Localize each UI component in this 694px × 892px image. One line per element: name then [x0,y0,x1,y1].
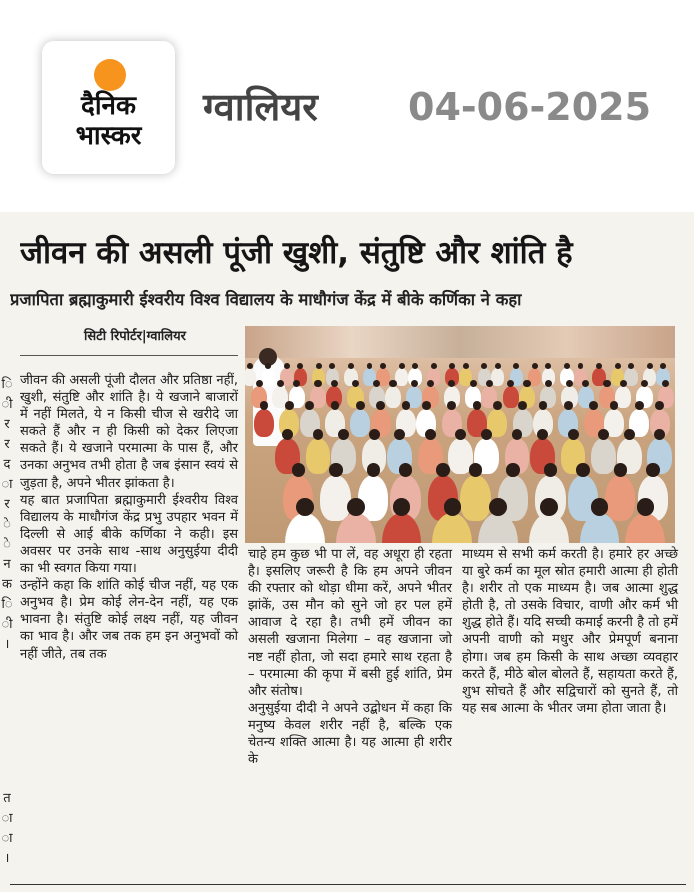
dainik-bhaskar-logo [42,41,175,174]
photo-attendee-head [376,401,385,410]
photo-attendee [395,368,408,386]
photo-attendee-head [282,429,293,440]
photo-attendee-head [598,429,609,440]
photo-attendee [245,368,256,386]
edge-fragment: ी [1,397,13,412]
photo-attendee-head [532,363,538,369]
edge-fragment: क [2,577,12,592]
photo-attendee [320,475,350,521]
edge-fragment: द [3,457,11,472]
photo-attendee-head [402,401,411,410]
photo-attendee-head [444,498,462,516]
edge-fragment: र [4,497,10,512]
photo-attendee-head [347,498,365,516]
photo-attendee-head [537,429,548,440]
page-header [0,0,694,210]
photo-attendee-head [568,429,579,440]
photo-attendee [306,438,331,474]
photo-attendee-head [380,363,386,369]
photo-attendee-head [292,463,305,476]
photo-attendee-head [637,498,655,516]
photo-attendee-head [277,380,284,387]
photo-attendee-head [539,401,548,410]
photo-attendee-head [247,363,253,369]
edge-fragment: े [3,537,11,552]
edge-fragment: ा [1,477,13,492]
photo-attendee-head [447,401,456,410]
photo-attendee [605,475,635,521]
edge-fragment: ा [1,811,13,826]
photo-attendee [262,368,275,386]
photo-attendee [254,409,274,437]
sun-icon [94,59,126,91]
photo-attendee-head [431,363,437,369]
photo-stage-backdrop [245,326,675,358]
photo-attendee-head [369,429,380,440]
photo-attendee-head [463,363,469,369]
article-paragraph: यह बात प्रजापिता ब्रह्माकुमारी ईश्वरीय विश्व विद्यालय के माधौगंज केंद्र प्रभु उपहार भवन में दिल्ली से आई बीके कर्णिका ने कही। इस अवसर पर उनके साथ -साथ अनुसुईया दीदी का भी स्वगत किया गया। [20,492,238,577]
photo-attendee-head [314,380,321,387]
event-audience-photo [245,326,675,543]
photo-attendee-head [564,363,570,369]
article-paragraph: जीवन की असली पूंजी दौलत और प्रतिष्ठा नहीं, खुशी, संतुष्टि और शांति है। ये खजाने बाजारों में नहीं मिलते, ये न किसी चीज से खरीदे जा सकते हैं और न ही किसी को देकर लिएजा सकते हैं। ये खजाने परमात्मा के पास हैं, और उनका अनुभव तभी होता है जब इंसान स्वयं से जुड़ता है, अपने भीतर झांकता है। [20,373,238,491]
article-column-2 [248,546,452,768]
photo-attendee-head [596,363,602,369]
photo-attendee-head [393,498,411,516]
photo-attendee-head [481,429,492,440]
photo-attendee-head [296,498,314,516]
photo-attendee-head [506,463,519,476]
bottom-divider [10,884,686,885]
article-paragraph: चाहे हम कुछ भी पा लें, वह अधूरा ही रहता है। इसलिए जरूरी है कि हम अपने जीवन की रफ्तार को थोड़ा धीमा करें, अपने भीतर झांकें, उस मौन को सुने जो हर पल हमें आवाज दे रहा है। तभी हमें जीवन का असली खजाना मिलेगा – वह खजाना जो नष्ट नहीं होता, जो सदा हमारे साथ रहता है – परमात्मा की कृपा में बसी हुई शांति, प्रेम और संतोष। [248,547,452,699]
photo-attendee-head [412,363,418,369]
edge-fragment: र [4,417,10,432]
photo-attendee-head [394,429,405,440]
article-subheadline: प्रजापिता ब्रह्माकुमारी ईश्वरीय विश्व विद्यालय के माधौगंज केंद्र में बीके कर्णिका ने कहा [10,290,522,309]
photo-attendee-head [331,380,338,387]
photo-attendee [503,386,519,408]
photo-attendee-head [285,401,294,410]
photo-attendee-head [512,429,523,440]
edge-fragment: र [4,437,10,452]
photo-attendee-head [329,463,342,476]
logo-text-line2: भास्कर [75,121,142,151]
photo-attendee-head [620,380,627,387]
photo-attendee-head [635,401,644,410]
photo-attendee-head [352,380,359,387]
edge-fragment: ि [1,377,13,392]
edge-fragment: । [4,637,10,652]
edge-fragment: ि [1,597,13,612]
edge-fragment: त [3,791,11,806]
article-paragraph: उन्होंने कहा कि शांति कोई चीज नहीं, यह एक अनुभव है। प्रेम कोई लेन-देन नहीं, यह एक भावना है। संतुष्टि कोई लक्ष्य नहीं, यह जीवन का भाव है। और जब तक हम इन अनुभवों को नहीं जीते, तब तक [20,578,238,662]
photo-attendee-head [473,401,482,410]
photo-attendee-head [564,401,573,410]
photo-attendee-head [469,463,482,476]
photo-attendee-head [256,380,263,387]
photo-attendee-head [422,401,431,410]
photo-attendee-head [348,363,354,369]
edge-fragment: ी [1,617,13,632]
photo-attendee-head [566,380,573,387]
edition-date: 04-06-2025 [408,85,652,129]
article-paragraph: माध्यम से सभी कर्म करती है। हमारे हर अच्छे या बुरे कर्म का मूल स्रोत हमारी आत्मा ही होती है। शरीर तो एक माध्यम है। जब आत्मा शुद्ध होती है, तो उसके विचार, वाणी और कर्म भी शुद्ध होते हैं। यदि सच्ची कमाई करनी है तो हमें अपनी वाणी को मधुर और प्रेमपूर्ण बनाना होगा। जब हम किसी के साथ अच्छा व्यवहार करते हैं, मीठे बोल बोलते हैं, सहायता करते हैं, शुभ सोचते हैं और सद्विचारों को सुनते हैं, तो यह सब आत्मा के भीतर जमा होता जाता है। [462,547,678,716]
photo-attendee [350,409,370,437]
photo-attendee-head [338,429,349,440]
photo-attendee-head [523,380,530,387]
photo-attendee-head [576,463,589,476]
city-name: ग्वालियर [203,85,318,129]
photo-attendee-head [603,380,610,387]
photo-attendee-head [614,463,627,476]
photo-attendee-head [399,363,405,369]
photo-attendee-head [313,429,324,440]
photo-attendee-head [389,380,396,387]
photo-attendee-head [284,363,290,369]
photo-attendee-head [624,429,635,440]
photo-attendee [529,513,569,543]
photo-attendee-head [628,363,634,369]
photo-attendee [591,438,616,474]
photo-attendee-head [436,463,449,476]
logo-text-line1: दैनिक [81,91,136,121]
photo-attendee-head [367,463,380,476]
edge-fragment: । [4,851,10,866]
photo-attendee-head [495,363,501,369]
article-byline: सिटी रिपोर्टर|ग्वालियर [84,329,186,344]
edge-fragment: न [3,557,11,572]
photo-attendee-head [544,463,557,476]
photo-attendee-head [316,363,322,369]
photo-attendee-head [411,380,418,387]
photo-attendee [385,386,401,408]
photo-attendee-head [331,401,340,410]
photo-attendee-head [425,429,436,440]
photo-attendee [491,368,504,386]
byline-divider [20,355,238,356]
photo-attendee-head [589,401,598,410]
photo-attendee-head [486,380,493,387]
article-column-1 [20,372,238,663]
photo-attendee-head [356,401,365,410]
photo-attendee-head [493,401,502,410]
article-paragraph: अनुसुईया दीदी ने अपने उद्बोधन में कहा कि मनुष्य केवल शरीर नहीं है, बल्कि एक चेतन्य शक्ति आत्मा है। यह आत्मा ही शरीर के [248,700,452,768]
photo-attendee [460,475,490,521]
article-headline: जीवन की असली पूंजी खुशी, संतुष्टि और शांति है [20,235,573,271]
edge-fragment: े [3,517,11,532]
photo-attendee-head [615,363,621,369]
photo-attendee-head [610,401,619,410]
article-column-3 [462,546,678,717]
photo-attendee-head [646,463,659,476]
photo-attendee-head [489,498,507,516]
photo-attendee-head [655,401,664,410]
photo-attendee-head [305,401,314,410]
photo-attendee-head [518,401,527,410]
photo-attendee-head [399,463,412,476]
photo-attendee-head [591,498,609,516]
photo-attendee-head [470,380,477,387]
photo-attendee-head [647,363,653,369]
edge-fragment: ा [1,831,13,846]
photo-attendee-head [545,380,552,387]
photo-attendee-head [540,498,558,516]
